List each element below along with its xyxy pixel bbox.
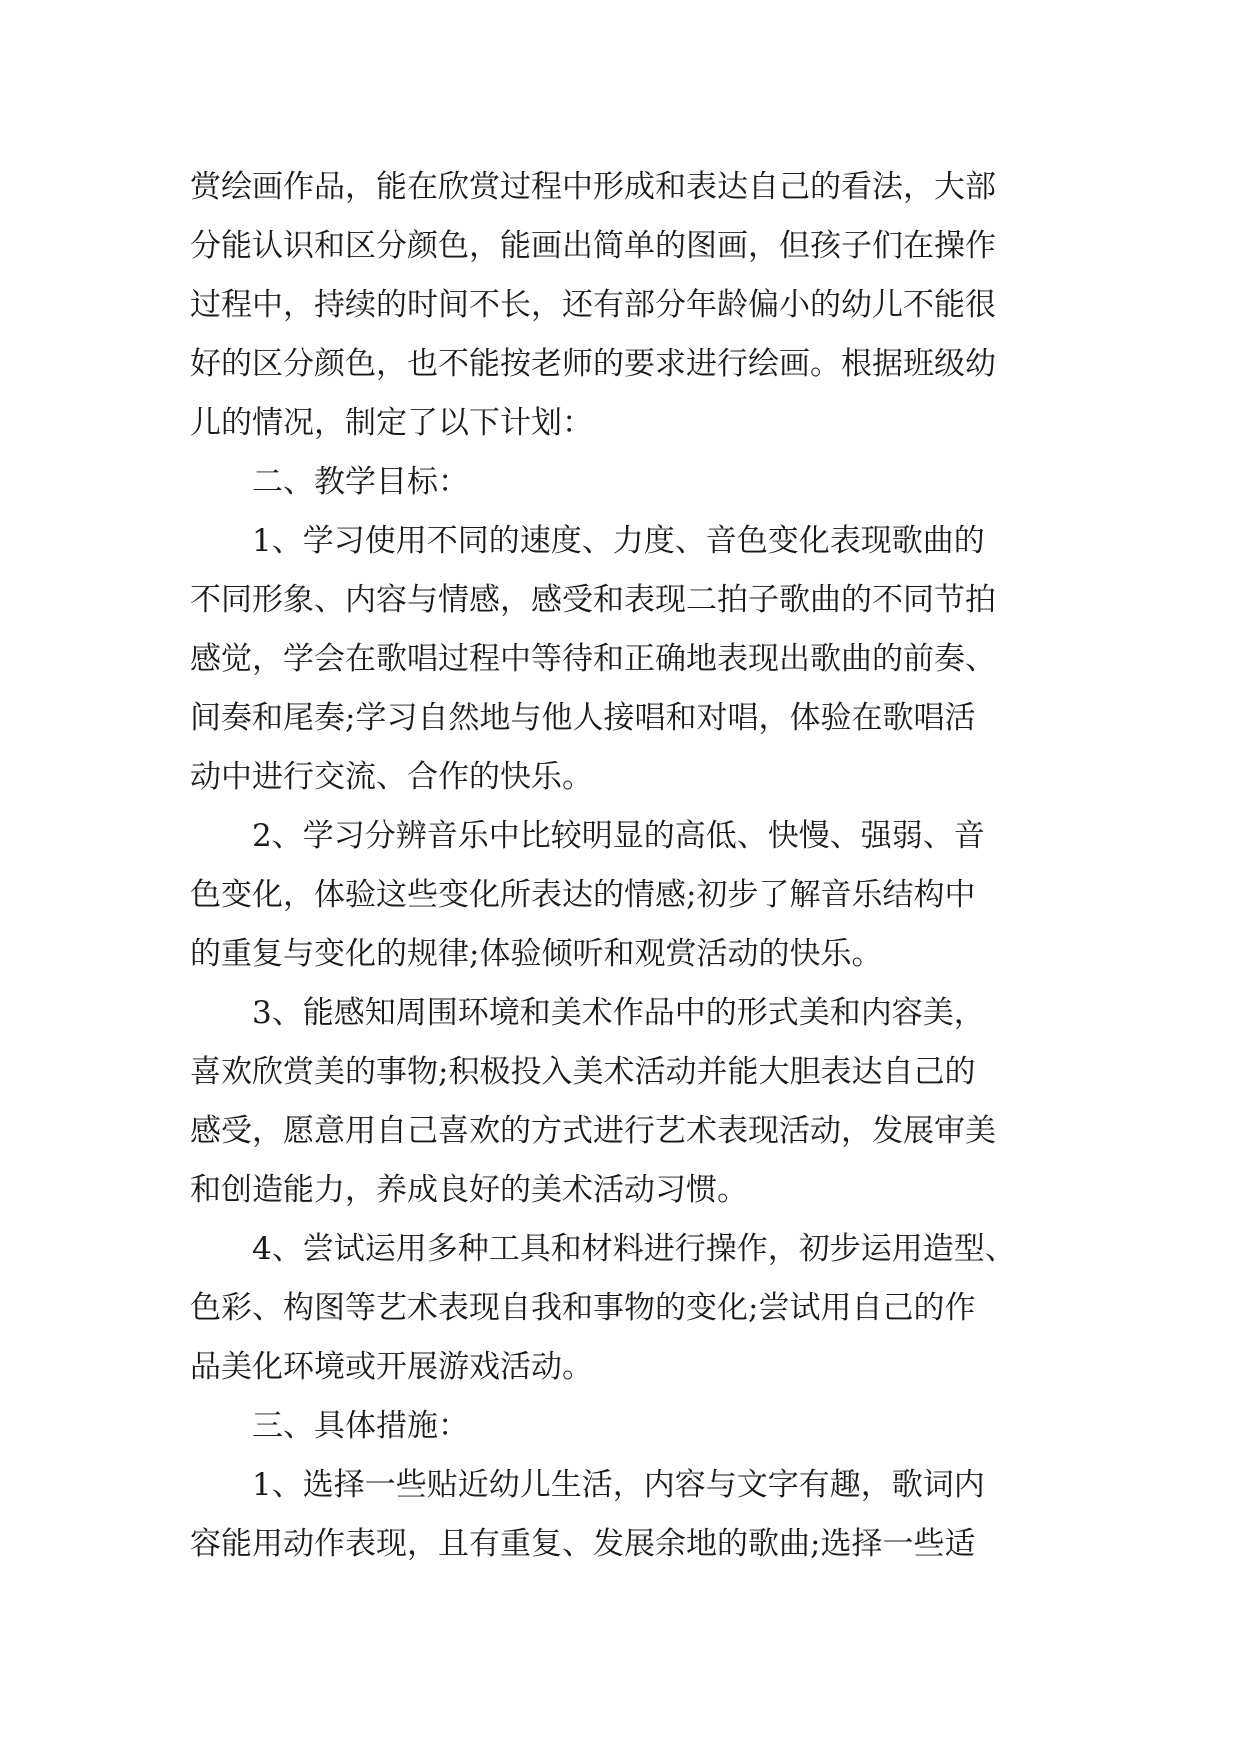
text-line: 4、尝试运用多种工具和材料进行操作，初步运用造型、 bbox=[252, 1231, 1016, 1267]
text-line: 好的区分颜色，也不能按老师的要求进行绘画。根据班级幼 bbox=[190, 346, 996, 382]
section-heading: 三、具体措施： bbox=[252, 1408, 469, 1444]
text-line: 品美化环境或开展游戏活动。 bbox=[190, 1349, 593, 1385]
text-line: 赏绘画作品，能在欣赏过程中形成和表达自己的看法，大部 bbox=[190, 169, 996, 205]
text-line: 不同形象、内容与情感，感受和表现二拍子歌曲的不同节拍 bbox=[190, 582, 996, 618]
text-line: 3、能感知周围环境和美术作品中的形式美和内容美， bbox=[252, 995, 985, 1031]
text-line: 感受，愿意用自己喜欢的方式进行艺术表现活动，发展审美 bbox=[190, 1113, 996, 1149]
text-line: 2、学习分辨音乐中比较明显的高低、快慢、强弱、音 bbox=[252, 818, 985, 854]
text-line: 1、选择一些贴近幼儿生活，内容与文字有趣，歌词内 bbox=[252, 1467, 985, 1503]
text-line: 色变化，体验这些变化所表达的情感;初步了解音乐结构中 bbox=[190, 877, 976, 913]
text-line: 儿的情况，制定了以下计划： bbox=[190, 405, 593, 441]
text-line: 色彩、构图等艺术表现自我和事物的变化;尝试用自己的作 bbox=[190, 1290, 976, 1326]
text-line: 动中进行交流、合作的快乐。 bbox=[190, 759, 593, 795]
text-line: 分能认识和区分颜色，能画出简单的图画，但孩子们在操作 bbox=[190, 228, 996, 264]
text-line: 间奏和尾奏;学习自然地与他人接唱和对唱，体验在歌唱活 bbox=[190, 700, 976, 736]
text-line: 的重复与变化的规律;体验倾听和观赏活动的快乐。 bbox=[190, 936, 883, 972]
text-line: 1、学习使用不同的速度、力度、音色变化表现歌曲的 bbox=[252, 523, 985, 559]
section-heading: 二、教学目标： bbox=[252, 464, 469, 500]
text-line: 容能用动作表现，且有重复、发展余地的歌曲;选择一些适 bbox=[190, 1526, 976, 1562]
text-line: 喜欢欣赏美的事物;积极投入美术活动并能大胆表达自己的 bbox=[190, 1054, 976, 1090]
text-line: 和创造能力，养成良好的美术活动习惯。 bbox=[190, 1172, 748, 1208]
text-line: 感觉，学会在歌唱过程中等待和正确地表现出歌曲的前奏、 bbox=[190, 641, 996, 677]
text-line: 过程中，持续的时间不长，还有部分年龄偏小的幼儿不能很 bbox=[190, 287, 996, 323]
